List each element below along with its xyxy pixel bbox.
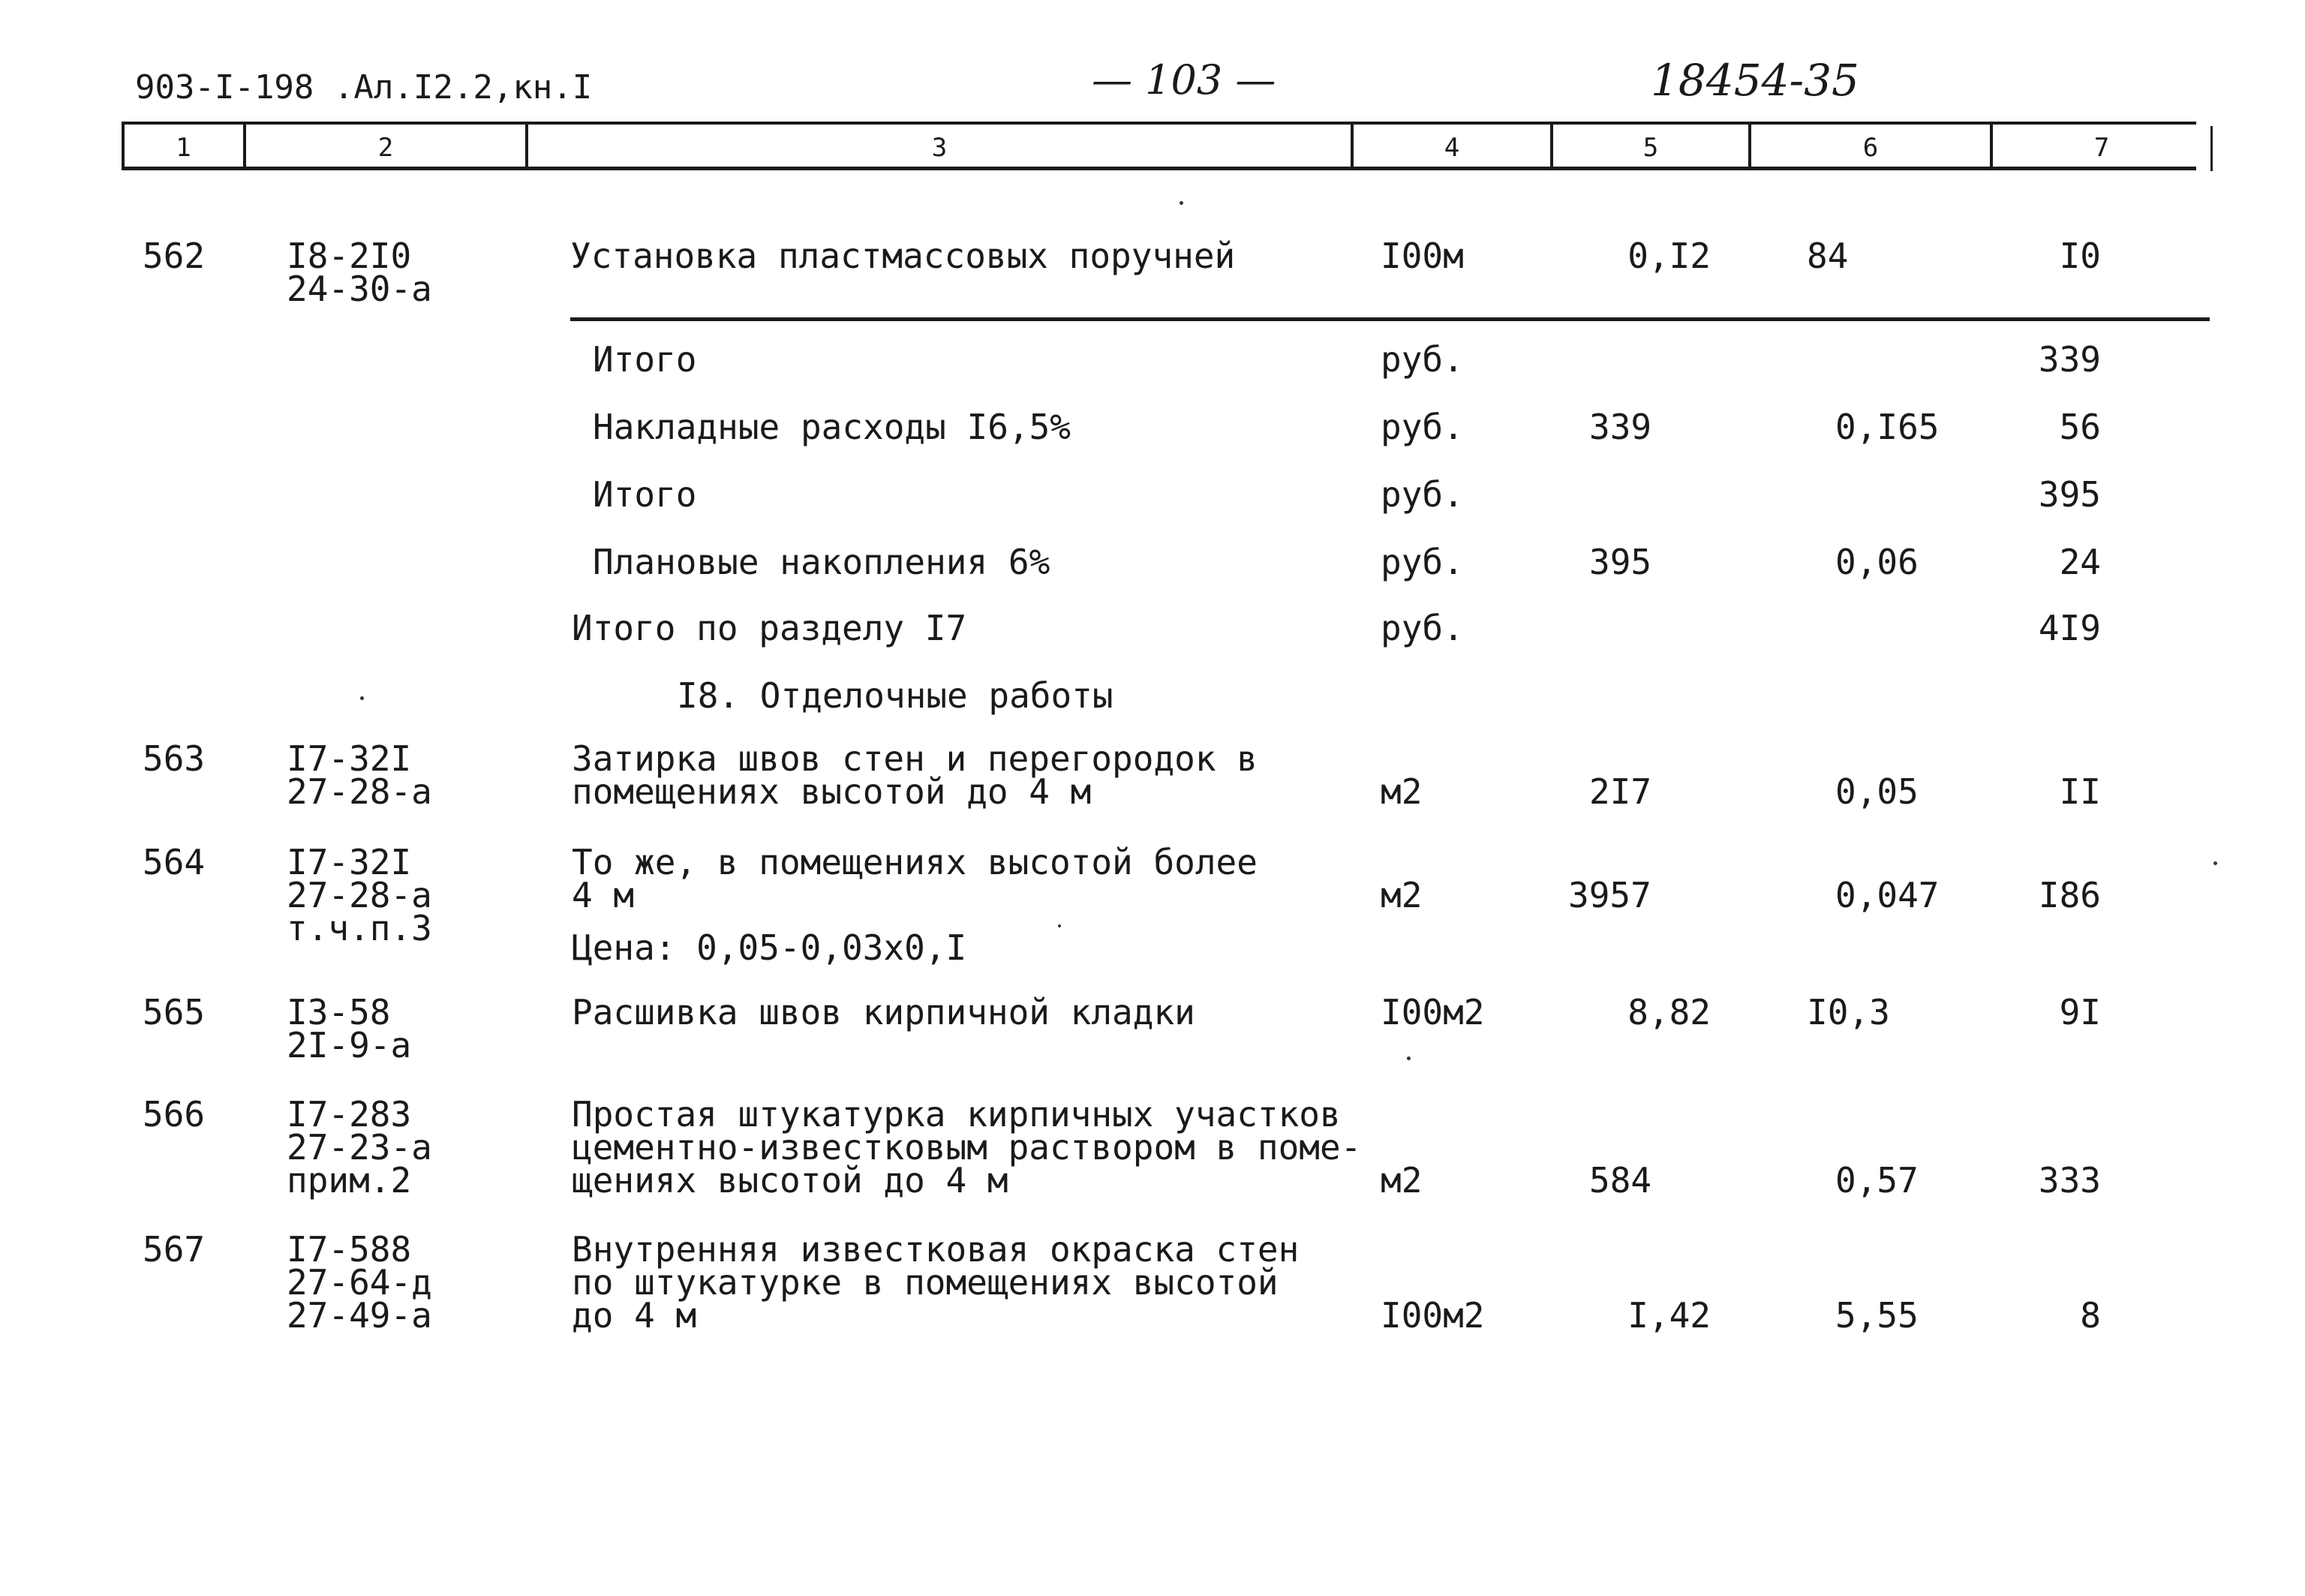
summary-label: Плановые накопления 6% <box>593 542 1050 582</box>
unit-price: 0,047 <box>1835 875 1940 915</box>
section-title: I8. Отделочные работы <box>677 675 1113 716</box>
work-description: То же, в помещениях высотой более <box>572 842 1258 882</box>
column-number-7: 7 <box>2093 133 2110 163</box>
rate-code: 27-64-д <box>287 1262 432 1303</box>
rate-code: т.ч.п.3 <box>287 908 432 948</box>
column-number-6: 6 <box>1862 133 1879 163</box>
quantity: I,42 <box>1627 1295 1711 1336</box>
rate-code: I7-32I <box>287 738 412 779</box>
unit-price: 84 <box>1807 236 1849 276</box>
quantity: 584 <box>1589 1160 1652 1201</box>
scan-speck <box>1058 924 1061 927</box>
rate-code: 27-28-а <box>287 875 432 915</box>
total-cost: 9I <box>2059 992 2101 1032</box>
row-number: 566 <box>143 1094 206 1135</box>
unit: руб. <box>1381 339 1464 380</box>
unit: руб. <box>1381 474 1464 515</box>
total-cost: 8 <box>2080 1295 2101 1336</box>
work-description: Затирка швов стен и перегородок в <box>572 738 1258 779</box>
rate-code: I3-58 <box>287 992 391 1032</box>
row-number: 563 <box>143 738 206 779</box>
column-number-2: 2 <box>377 133 394 163</box>
unit-price: 0,05 <box>1835 771 1919 812</box>
unit: I00м2 <box>1381 1295 1485 1336</box>
column-number-3: 3 <box>931 133 948 163</box>
archive-number: 18454-35 <box>1651 55 1859 106</box>
work-description: помещениях высотой до 4 м <box>572 771 1092 812</box>
row-number: 564 <box>143 842 206 882</box>
total-cost: 56 <box>2059 407 2101 447</box>
summary-label: Накладные расходы I6,5% <box>593 407 1071 447</box>
rate: 0,06 <box>1835 542 1919 582</box>
total-cost: 24 <box>2059 542 2101 582</box>
total-cost: 339 <box>2038 339 2101 380</box>
total-cost: I86 <box>2038 875 2101 915</box>
column-number-1: 1 <box>176 133 191 163</box>
row-number: 567 <box>143 1229 206 1270</box>
unit: руб. <box>1381 407 1464 447</box>
row-number: 565 <box>143 992 206 1032</box>
scan-speck <box>1180 201 1183 205</box>
rate-code: I8-2I0 <box>287 236 412 276</box>
subtotal-rule <box>570 317 2210 321</box>
work-description: 4 м <box>572 875 635 915</box>
rate-code: 27-28-а <box>287 771 432 812</box>
unit: руб. <box>1381 608 1464 648</box>
total-cost: 333 <box>2038 1160 2101 1201</box>
work-description: щениях высотой до 4 м <box>572 1160 1008 1201</box>
rate-code: I7-32I <box>287 842 412 882</box>
work-description: цементно-известковым раствором в поме- <box>572 1127 1362 1168</box>
rate-code: прим.2 <box>287 1160 412 1201</box>
price-note: Цена: 0,05-0,03х0,I <box>572 927 967 968</box>
rate-code: 27-23-а <box>287 1127 432 1168</box>
summary-label: Итого <box>593 474 697 515</box>
unit: I00м <box>1381 236 1464 276</box>
unit: руб. <box>1381 542 1464 582</box>
column-number-4: 4 <box>1444 133 1460 163</box>
total-cost: 4I9 <box>2038 608 2101 648</box>
work-description: Внутренняя известковая окраска стен <box>572 1229 1300 1270</box>
row-number: 562 <box>143 236 206 276</box>
summary-label: Итого по разделу I7 <box>572 608 967 648</box>
rate-code: 27-49-а <box>287 1295 432 1336</box>
unit: м2 <box>1381 771 1423 812</box>
unit: м2 <box>1381 1160 1423 1201</box>
rate-code: I7-588 <box>287 1229 412 1270</box>
rate: 0,I65 <box>1835 407 1940 447</box>
scan-speck <box>2213 861 2217 865</box>
column-number-5: 5 <box>1642 133 1659 163</box>
rate-code: 2I-9-а <box>287 1025 412 1066</box>
quantity: 8,82 <box>1627 992 1711 1032</box>
quantity: 3957 <box>1568 875 1651 915</box>
quantity: 2I7 <box>1589 771 1652 812</box>
base-amount: 395 <box>1589 542 1652 582</box>
page-number: — 103 — <box>1092 56 1276 104</box>
total-cost: II <box>2059 771 2101 812</box>
unit-price: 5,55 <box>1835 1295 1919 1336</box>
rate-code: 24-30-а <box>287 269 432 309</box>
document-code: 903-I-198 .Ал.I2.2,кн.I <box>135 68 593 107</box>
summary-label: Итого <box>593 339 697 380</box>
scan-speck <box>1407 1056 1411 1060</box>
work-description: Установка пластмассовых поручней <box>570 236 1236 276</box>
unit-price: 0,57 <box>1835 1160 1919 1201</box>
rate-code: I7-283 <box>287 1094 412 1135</box>
base-amount: 339 <box>1589 407 1652 447</box>
work-description: Расшивка швов кирпичной кладки <box>572 992 1195 1032</box>
work-description: по штукатурке в помещениях высотой <box>572 1262 1279 1303</box>
total-cost: 395 <box>2038 474 2101 515</box>
total-cost: I0 <box>2059 236 2101 276</box>
unit: I00м2 <box>1381 992 1485 1032</box>
quantity: 0,I2 <box>1627 236 1711 276</box>
work-description: до 4 м <box>572 1295 697 1336</box>
unit-price: I0,3 <box>1807 992 1890 1032</box>
work-description: Простая штукатурка кирпичных участков <box>572 1094 1341 1135</box>
scan-speck <box>360 696 364 700</box>
unit: м2 <box>1381 875 1423 915</box>
